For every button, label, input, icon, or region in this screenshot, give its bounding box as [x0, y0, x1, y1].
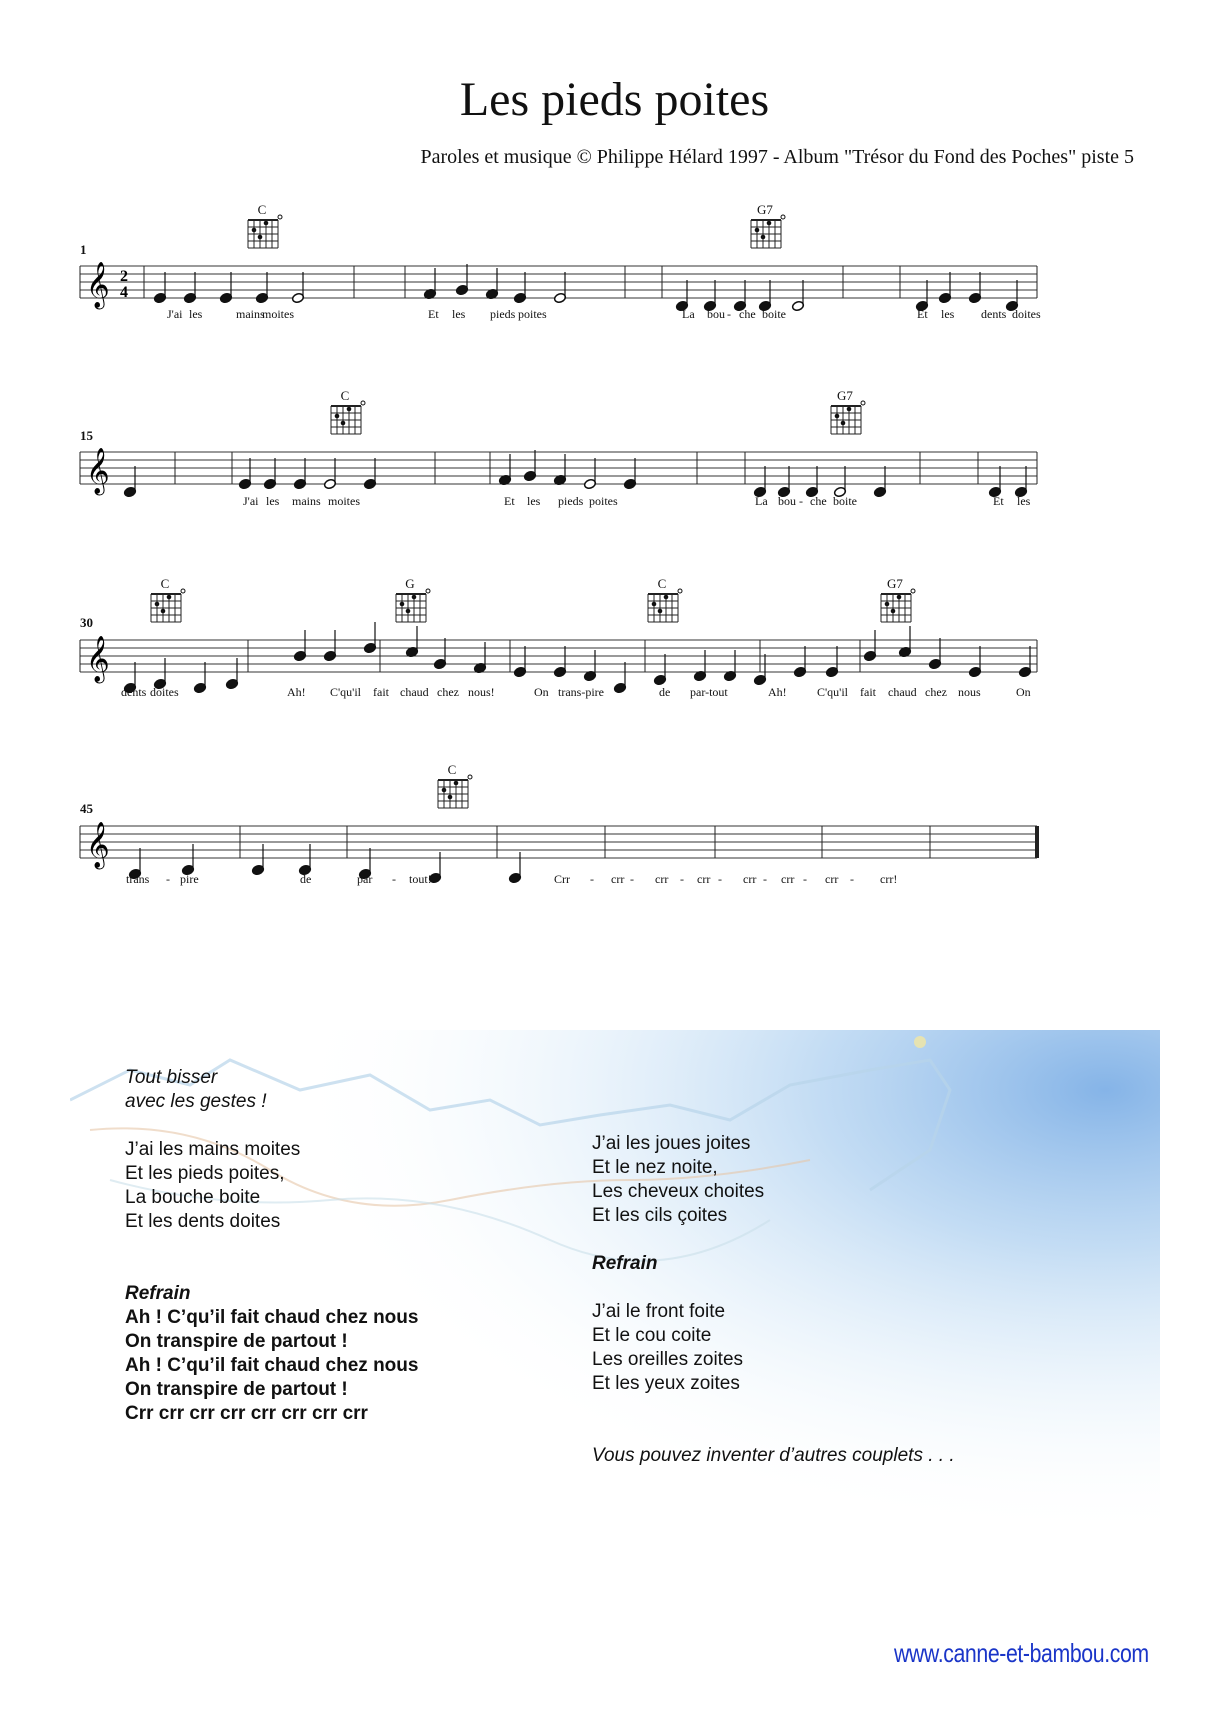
lyric-syllable: -	[166, 872, 170, 886]
lyric-syllable: nous!	[468, 685, 495, 699]
refrain-heading: Refrain	[125, 1283, 191, 1304]
lyric-syllable: pieds	[490, 307, 516, 321]
lyric-syllable: -	[680, 872, 684, 886]
lyric-syllable: J'ai	[243, 494, 259, 508]
lyric-syllable: chaud	[400, 685, 429, 699]
staff	[0, 822, 1229, 872]
lyric-syllable: dents	[981, 307, 1007, 321]
lyric-syllable: les	[452, 307, 466, 321]
lyric-syllable: les	[527, 494, 541, 508]
lyric-syllable: dents	[121, 685, 147, 699]
lyric-syllable: -	[799, 494, 803, 508]
lyric-syllable: C'qu'il	[330, 685, 361, 699]
verse-line: Et les pieds poites,	[125, 1163, 285, 1184]
lyric-syllable: boite	[833, 494, 857, 508]
verse-line: Et le cou coite	[592, 1325, 712, 1346]
lyric-syllable: moites	[262, 307, 294, 321]
verse-line: Et les dents doites	[125, 1211, 281, 1232]
chord-name: G	[405, 576, 415, 591]
lyric-syllable: -	[727, 307, 731, 321]
lyric-syllable: chaud	[888, 685, 917, 699]
chord-name: C	[257, 202, 267, 217]
lyric-syllable: les	[189, 307, 203, 321]
website-link[interactable]: www.canne-et-bambou.com	[894, 1638, 1149, 1668]
lyric-syllable: chez	[925, 685, 947, 699]
lyric-syllable: -	[392, 872, 396, 886]
chord-name: G7	[757, 202, 773, 217]
refrain-line: On transpire de partout !	[125, 1379, 348, 1400]
chord-diagram	[149, 592, 189, 624]
lyric-syllable: Crr	[554, 872, 570, 886]
lyric-syllable: -	[803, 872, 807, 886]
verse-line: J’ai les mains moites	[125, 1139, 301, 1160]
lyric-syllable: bou	[778, 494, 796, 508]
lyric-syllable: crr	[611, 872, 625, 886]
svg-text:𝄞: 𝄞	[86, 262, 110, 308]
staff	[0, 262, 1229, 312]
lyric-syllable: La	[755, 494, 768, 508]
verse-line: J’ai le front foite	[592, 1301, 726, 1322]
lyric-syllable: crr	[781, 872, 795, 886]
verse-line: Et le nez noite,	[592, 1157, 718, 1178]
staff	[0, 448, 1229, 498]
svg-text:2: 2	[120, 268, 128, 285]
lyric-syllable: moites	[328, 494, 360, 508]
lyric-syllable: Ah!	[287, 685, 306, 699]
chord-diagram	[246, 218, 286, 250]
lyric-syllable: La	[682, 307, 695, 321]
lyric-syllable: de	[300, 872, 312, 886]
lyric-syllable: crr	[655, 872, 669, 886]
verse-line: Les oreilles zoites	[592, 1349, 744, 1370]
chord-diagram	[879, 592, 919, 624]
chord-diagram	[329, 404, 369, 436]
lyric-syllable: -	[630, 872, 634, 886]
lyric-syllable: Et	[993, 494, 1004, 508]
verses-left-column	[125, 1066, 418, 1426]
lyric-syllable: mains	[292, 494, 321, 508]
song-credits: Paroles et musique © Philippe Hélard 1997 - Album "Trésor du Fond des Poches" piste 5	[420, 146, 1134, 168]
verse-line: La bouche boite	[125, 1187, 261, 1208]
chord-name: C	[447, 762, 457, 777]
song-title: Les pieds poites	[459, 73, 770, 126]
lyric-syllable: crr	[825, 872, 839, 886]
lyric-syllable: J'ai	[167, 307, 183, 321]
verses-right-column	[592, 1132, 955, 1468]
chord-name: C	[160, 576, 170, 591]
measure-number: 1	[80, 242, 87, 257]
lyric-syllable: On	[1016, 685, 1031, 699]
lyric-syllable: fait	[373, 685, 389, 699]
chord-diagram	[394, 592, 434, 624]
instruction-line: Tout bisser	[125, 1067, 218, 1088]
verse-line: Et les cils çoites	[592, 1205, 728, 1226]
chord-name: G7	[887, 576, 903, 591]
lyric-syllable: poites	[518, 307, 547, 321]
lyric-syllable: -	[718, 872, 722, 886]
svg-text:𝄞: 𝄞	[86, 636, 110, 682]
lyric-syllable: che	[739, 307, 756, 321]
lyric-syllable: poites	[589, 494, 618, 508]
chord-name: C	[657, 576, 667, 591]
lyric-syllable: trans	[126, 872, 150, 886]
lyric-syllable: crr	[743, 872, 757, 886]
lyric-syllable: chez	[437, 685, 459, 699]
measure-number: 30	[80, 615, 93, 630]
lyric-syllable: Et	[428, 307, 439, 321]
lyric-syllable: de	[659, 685, 671, 699]
closing-note: Vous pouvez inventer d’autres couplets . . .	[592, 1445, 955, 1466]
lyric-syllable: pieds	[558, 494, 584, 508]
lyric-syllable: trans-pire	[558, 685, 604, 699]
lyric-syllable: les	[941, 307, 955, 321]
verse-line: Et les yeux zoites	[592, 1373, 740, 1394]
lyric-syllable: C'qu'il	[817, 685, 848, 699]
lyric-syllable: boite	[762, 307, 786, 321]
lyric-syllable: Et	[917, 307, 928, 321]
chord-diagram	[829, 404, 869, 436]
lyric-syllable: -	[590, 872, 594, 886]
refrain-line: Ah ! C’qu’il fait chaud chez nous	[125, 1355, 419, 1376]
refrain-line: Ah ! C’qu’il fait chaud chez nous	[125, 1307, 419, 1328]
lyric-syllable: mains	[236, 307, 265, 321]
lyric-syllable: crr	[697, 872, 711, 886]
lyric-syllable: bou	[707, 307, 725, 321]
svg-text:𝄞: 𝄞	[86, 822, 110, 868]
svg-text:𝄞: 𝄞	[86, 448, 110, 494]
lyric-syllable: les	[1017, 494, 1031, 508]
lyric-syllable: les	[266, 494, 280, 508]
refrain-line: Crr crr crr crr crr crr crr crr	[125, 1403, 368, 1424]
verse-line: J’ai les joues joites	[592, 1133, 751, 1154]
verse-line: Les cheveux choites	[592, 1181, 765, 1202]
chord-name: G7	[837, 388, 853, 403]
refrain-line: On transpire de partout !	[125, 1331, 348, 1352]
lyric-syllable: che	[810, 494, 827, 508]
lyric-syllable: Ah!	[768, 685, 787, 699]
lyric-syllable: crr!	[880, 872, 898, 886]
lyric-syllable: Et	[504, 494, 515, 508]
lyric-syllable: nous	[958, 685, 981, 699]
refrain-heading: Refrain	[592, 1253, 658, 1274]
svg-text:4: 4	[120, 284, 128, 301]
lyric-syllable: par-tout	[690, 685, 728, 699]
chord-name: C	[340, 388, 350, 403]
lyric-syllable: On	[534, 685, 549, 699]
lyric-syllable: tout!	[409, 872, 432, 886]
lyric-syllable: pire	[180, 872, 199, 886]
measure-number: 15	[80, 428, 93, 443]
lyric-syllable: par	[357, 872, 373, 886]
chord-diagram	[646, 592, 686, 624]
lyric-syllable: -	[763, 872, 767, 886]
lyric-syllable: doites	[150, 685, 179, 699]
lyric-syllable: fait	[860, 685, 876, 699]
staff	[0, 636, 1229, 686]
instruction-line: avec les gestes !	[125, 1091, 267, 1112]
lyric-syllable: doites	[1012, 307, 1041, 321]
lyric-syllable: -	[850, 872, 854, 886]
chord-diagram	[749, 218, 789, 250]
measure-number: 45	[80, 801, 93, 816]
chord-diagram	[436, 778, 476, 810]
